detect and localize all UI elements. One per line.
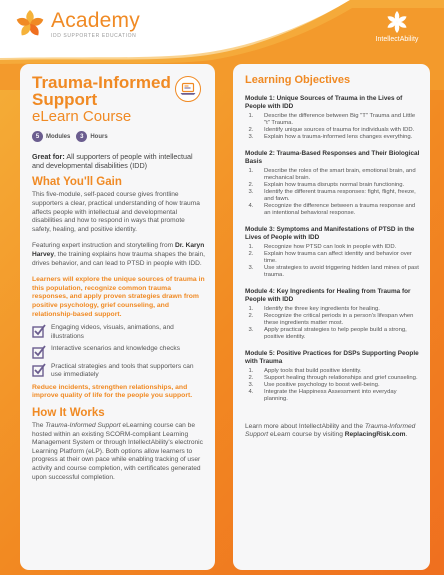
footer-text-end: . <box>405 431 408 439</box>
course-badges <box>32 131 205 142</box>
objective-item: 1. Describe the roles of the smart brain, emotional brain, and mechanical brain. <box>255 168 420 182</box>
footer-course-name: Trauma-Informed Support <box>245 423 416 439</box>
gain-paragraph: This five-module, self-paced course gives frontline supporters a clear, practical understanding of how trauma affects people with intellectual and developmental disabilities and how to respond in ways that promote safety, healing, and positive identity. <box>32 191 200 233</box>
footer-text-b: eLearn course by visiting <box>268 431 345 439</box>
hours-label: Hours <box>90 133 108 140</box>
partner-logo-text: IntellectAbility <box>375 36 419 43</box>
module-title: Module 1: Unique Sources of Trauma in the Lives of People with IDD <box>245 95 403 110</box>
objective-item: 2. Explain how trauma disrupts normal brain functioning. <box>255 182 420 189</box>
outcomes-highlight: Reduce incidents, strengthen relationships, and improve quality of life for the people you support. <box>32 383 193 400</box>
objective-item: 3. Use positive psychology to boost well-being. <box>255 382 420 389</box>
module-title: Module 5: Positive Practices for DSPs Supporting People with Trauma <box>245 350 419 365</box>
objective-item: 4. Integrate the Happiness Assessment into everyday planning. <box>255 389 420 403</box>
module-section <box>245 150 420 217</box>
instructor-text-a: Featuring expert instruction and storytelling from <box>32 242 175 250</box>
objective-item: 3. Apply practical strategies to help people build a strong, positive identity. <box>255 327 420 341</box>
course-title: Trauma-Informed Support <box>32 73 171 109</box>
objective-item: 3. Explain how a trauma-informed lens changes everything. <box>255 134 420 141</box>
learning-objectives-card <box>233 64 430 570</box>
checklist-item <box>32 345 205 359</box>
objective-item: 3. Identify the different trauma responses: fight, flight, freeze, and fawn. <box>255 189 420 203</box>
course-subtitle: eLearn Course <box>32 108 132 125</box>
module-section <box>245 350 420 403</box>
objective-item: 2. Recognize the critical periods in a person's lifespan when these ingredients matter most. <box>255 313 420 327</box>
checklist-item <box>32 324 205 341</box>
module-section <box>245 288 420 341</box>
objectives-heading: Learning Objectives <box>245 74 351 86</box>
objective-item: 4. Recognize the difference between a trauma response and an intentional behavioral response. <box>255 203 420 217</box>
modules-label: Modules <box>46 133 71 140</box>
how-heading: How It Works <box>32 406 105 419</box>
modules-count: 5 <box>32 131 43 142</box>
module-section <box>245 226 420 279</box>
replacingrisk-link[interactable]: ReplacingRisk.com <box>344 431 406 439</box>
instructor-paragraph <box>32 242 205 268</box>
checkbox-icon <box>32 324 46 338</box>
checklist-item <box>32 363 205 380</box>
instructor-text-b: , the training explains how trauma shapes the brain, drives behavior, and can lead to PTSD in people with IDD. <box>32 250 206 267</box>
course-overview-card <box>20 64 215 570</box>
module-section <box>245 95 420 141</box>
objective-item: 1. Recognize how PTSD can look in people with IDD. <box>255 244 420 251</box>
objective-item: 3. Use strategies to avoid triggering hidden land mines of past trauma. <box>255 265 420 279</box>
academy-logo[interactable] <box>14 8 140 40</box>
objective-item: 1. Identify the three key ingredients for healing. <box>255 306 420 313</box>
logo-title: Academy <box>51 8 140 32</box>
checklist-item-text: Practical strategies and tools that supporters can use immediately <box>51 362 194 379</box>
great-for-label: Great for: <box>32 152 65 161</box>
objective-item: 1. Describe the difference between Big "T" Trauma and Little "t" Trauma. <box>255 113 420 127</box>
how-text-a: The <box>32 421 46 429</box>
modules-badge <box>32 131 70 142</box>
module-title: Module 2: Trauma-Based Responses and Their Biological Basis <box>245 150 420 165</box>
academy-logo-icon <box>14 8 46 40</box>
objective-item: 2. Explain how trauma can affect identity and behavior over time. <box>255 251 420 265</box>
how-course-name: Trauma-Informed Support <box>45 421 121 429</box>
instructor-name: Dr. Karyn Harvey <box>32 242 205 258</box>
objective-item: 2. Identify unique sources of trauma for individuals with IDD. <box>255 127 420 134</box>
intellectability-logo[interactable] <box>362 10 432 43</box>
gain-heading: What You'll Gain <box>32 176 122 189</box>
laptop-icon <box>175 76 201 102</box>
great-for-text <box>32 152 205 170</box>
how-paragraph <box>32 422 205 482</box>
learn-more-text <box>245 423 420 440</box>
objective-item: 2. Support healing through relationships and grief counseling. <box>255 375 420 382</box>
module-title: Module 4: Key Ingredients for Healing from Trauma for People with IDD <box>245 288 411 303</box>
checkbox-icon <box>32 363 46 377</box>
feature-checklist <box>32 324 205 380</box>
logo-subtitle: IDD SUPPORTER EDUCATION <box>51 32 137 39</box>
great-for-audience: All supporters of people with intellectual and developmental disabilities (IDD) <box>32 152 193 171</box>
checklist-item-text: Engaging videos, visuals, animations, and illustrations <box>51 324 174 340</box>
hours-count: 3 <box>76 131 87 142</box>
objective-item: 1. Apply tools that build positive identity. <box>255 368 420 375</box>
footer-text-a: Learn more about IntellectAbility and the <box>245 423 365 430</box>
checkbox-icon <box>32 345 46 359</box>
intellectability-logo-icon <box>385 10 409 34</box>
module-title: Module 3: Symptoms and Manifestations of PTSD in the Lives of People with IDD <box>245 226 415 241</box>
how-text-b: eLearning course can be hosted within an existing SCORM-compliant Learning Management System or through IntellectAbility's electronic Learning Platform (eLP). Both options allow learners to progress at their own pace while enabling tracking of user activity and course completion, with certificates generated upon successful completion. <box>32 421 203 481</box>
hours-badge <box>76 131 107 142</box>
checklist-item-text: Interactive scenarios and knowledge checks <box>51 344 181 352</box>
learners-highlight: Learners will explore the unique sources of trauma in this population, recognize common trauma responses, and apply proven strategies drawn from positive psychology, grief counseling, and relationship-based support. <box>32 276 205 318</box>
